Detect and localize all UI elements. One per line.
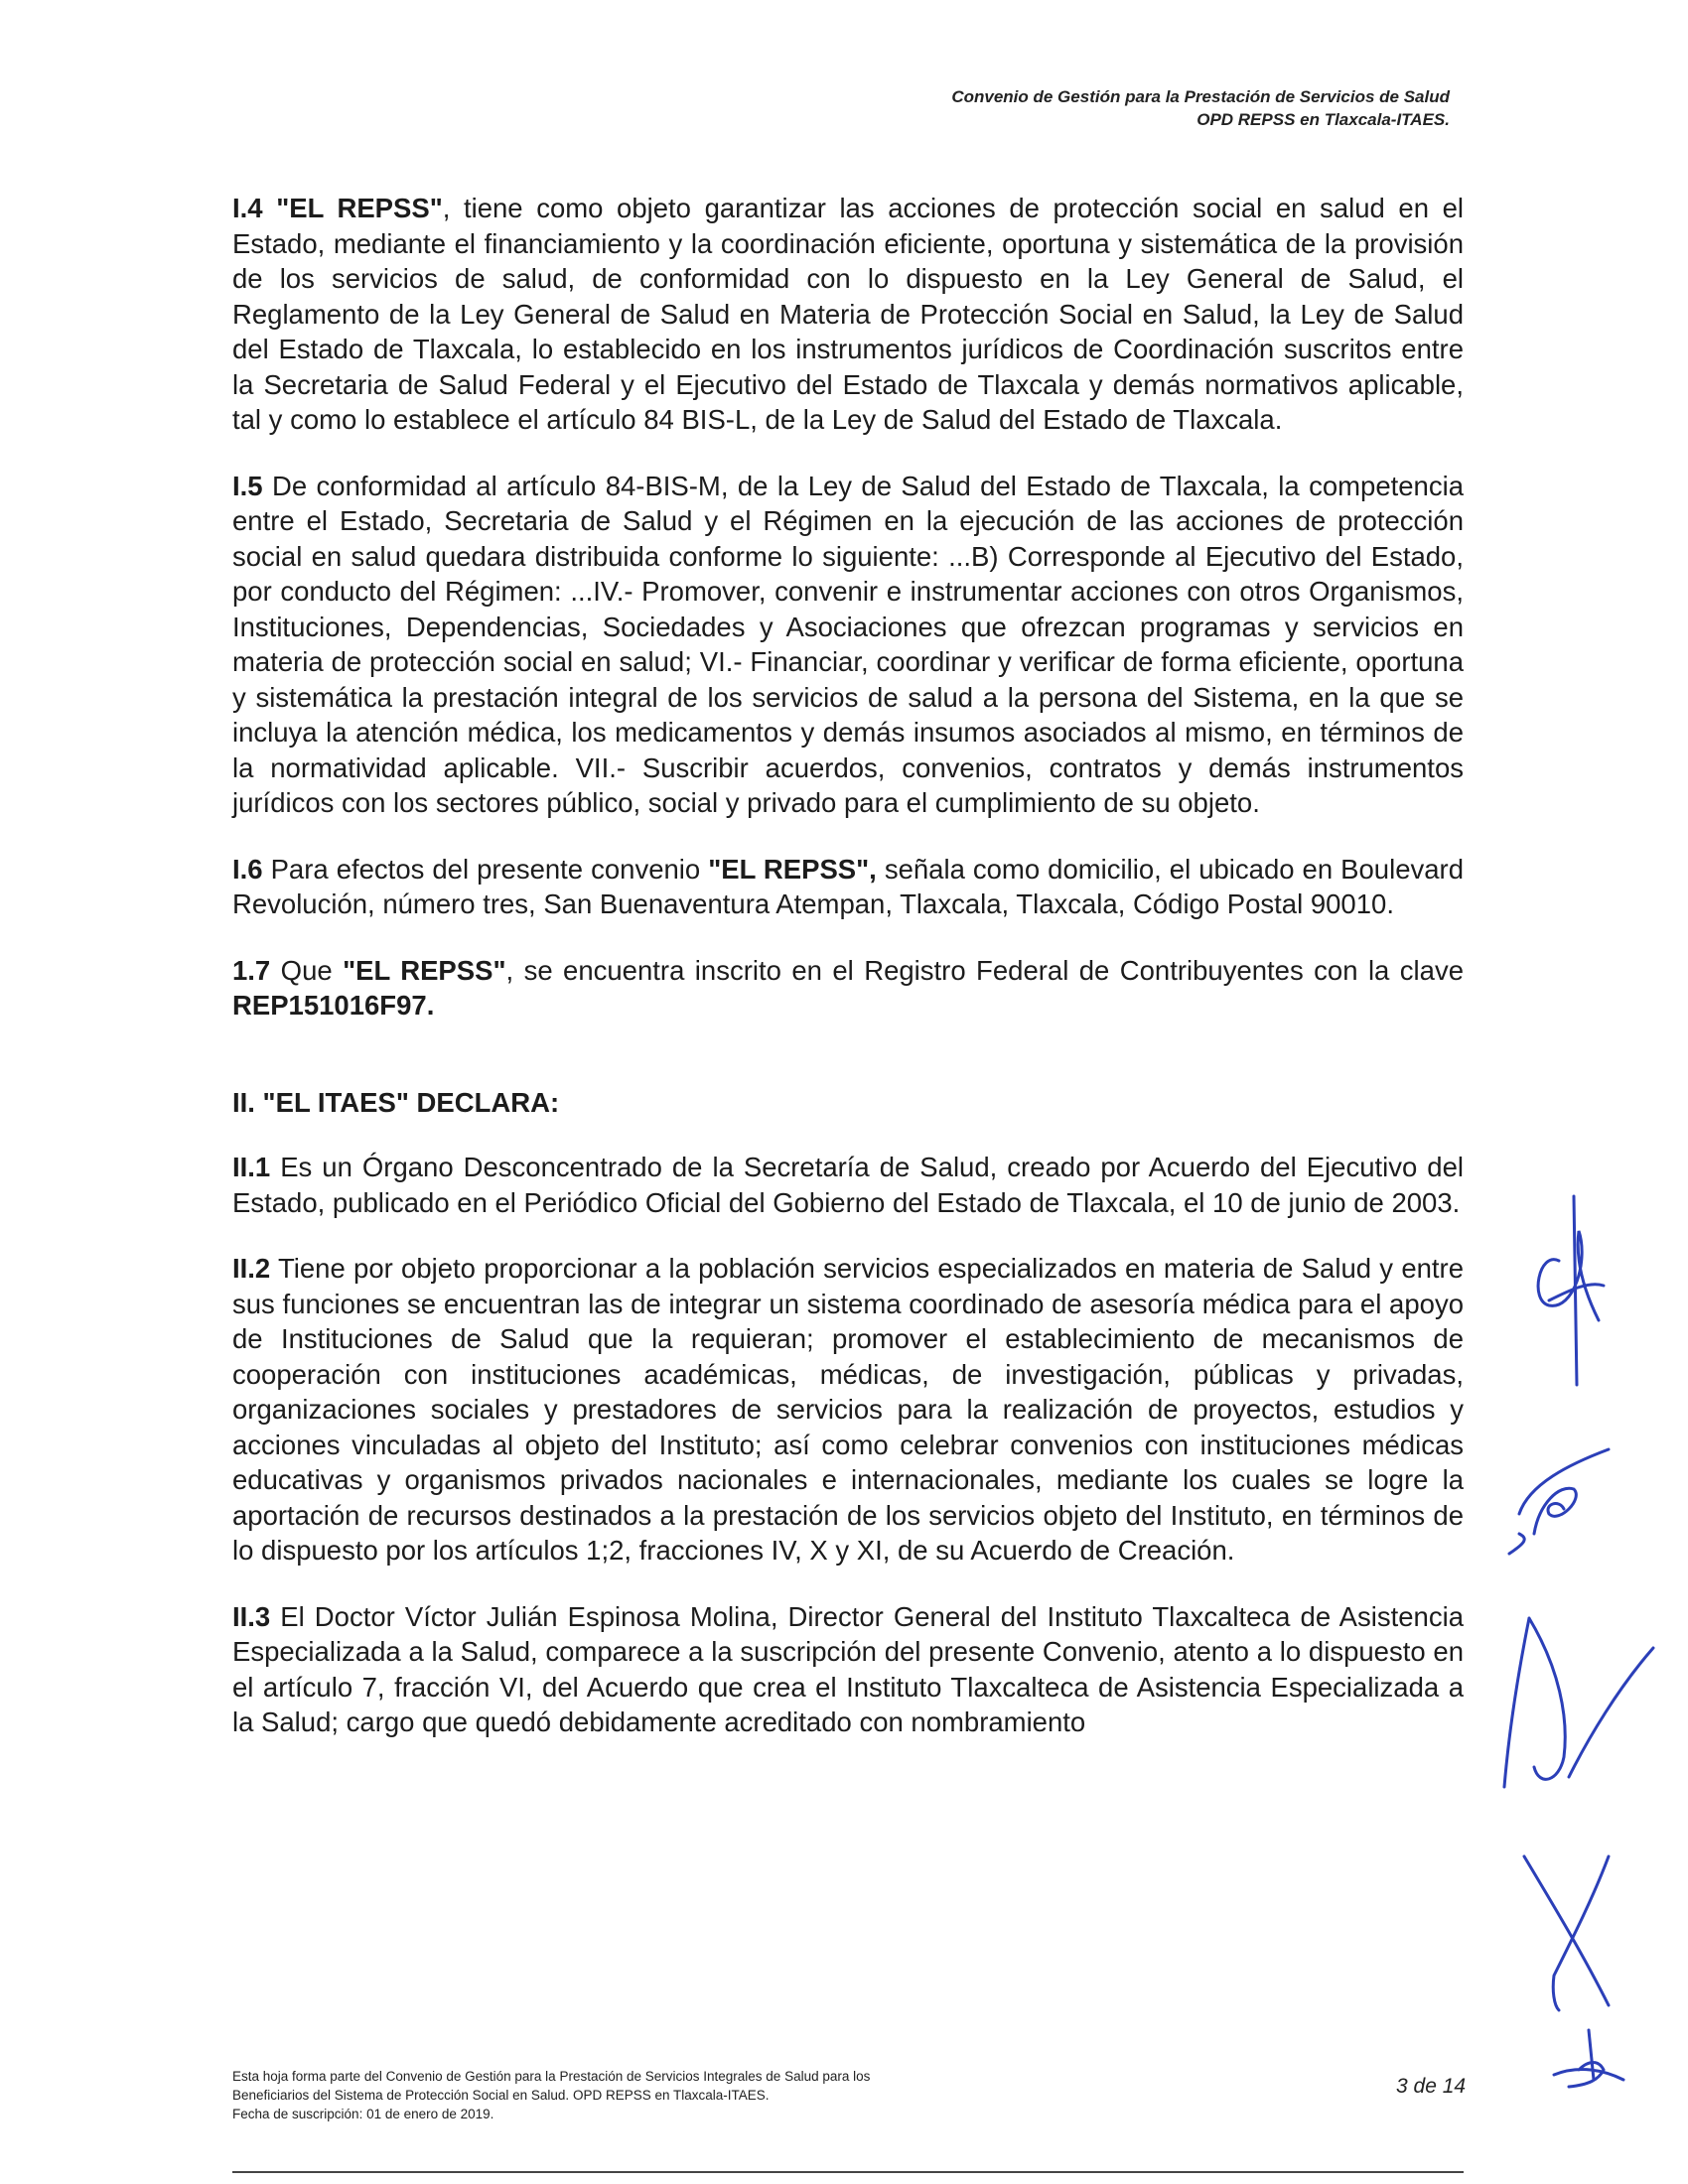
clause-text: De conformidad al artículo 84-BIS-M, de la Ley de Salud del Estado de Tlaxcala, la competencia entre el Estado, Secretaria de Salud y el Régimen en la ejecución de las acciones de protección social en salud quedara distribuida conforme lo siguiente: ...B) Corresponde al Ejecutivo del Estado, por conducto del Régimen: ...IV.- Promover, convenir e instrumentar acciones con otros Organismos, Instituciones, Dependencias, Sociedades y Asociaciones que ofrezcan programas y servicios en materia de protección social en salud; VI.- Financiar, coordinar y verificar de forma eficiente, oportuna y sistemática la prestación integral de los servicios de salud a la persona del Sistema, en la que se incluya la atención médica, los medicamentos y demás insumos asociados al mismo, en términos de la normatividad aplicable. VII.- Suscribir acuerdos, convenios, contratos y demás instrumentos jurídicos con los sectores público, social y privado para el cumplimiento de su objeto. <box>232 470 1464 818</box>
clause-text: , tiene como objeto garantizar las acciones de protección social en salud en el Estado, mediante el financiamiento y la coordinación eficiente, oportuna y sistemática de la provisión de los servicios de salud, de conformidad con lo dispuesto en la Ley General de Salud, el Reglamento de la Ley General de Salud en Materia de Protección Social en Salud, la Ley de Salud del Estado de Tlaxcala, lo establecido en los instrumentos jurídicos de Coordinación suscritos entre la Secretaria de Salud Federal y el Ejecutivo del Estado de Tlaxcala y demás normativos aplicable, tal y como lo establece el artículo 84 BIS-L, de la Ley de Salud del Estado de Tlaxcala. <box>232 193 1464 435</box>
footer-note <box>232 2067 1126 2123</box>
document-header <box>951 85 1450 131</box>
page-number: 3 de 14 <box>1396 2075 1467 2098</box>
clause-number: I.6 <box>232 853 263 885</box>
clause-number: I.4 <box>232 193 263 223</box>
footer-divider <box>232 2171 1464 2173</box>
party-name: "EL REPSS" <box>276 193 443 223</box>
initials-signature-4 <box>1514 1846 1623 2015</box>
footer-line: Esta hoja forma parte del Convenio de Gestión para la Prestación de Servicios Integrales de Salud para los <box>232 2069 871 2084</box>
clause-text: Es un Órgano Desconcentrado de la Secretaría de Salud, creado por Acuerdo del Ejecutivo del Estado, publicado en el Periódico Oficial del Gobierno del Estado de Tlaxcala, el 10 de junio de 2003. <box>232 1152 1464 1218</box>
clause-i6 <box>232 852 1464 922</box>
clause-text: señala como domicilio, el ubicado en Boulevard Revolución, número tres, San Buenaventura Atempan, Tlaxcala, Tlaxcala, Código Postal 90010. <box>232 853 1464 919</box>
clause-number: II.3 <box>232 1600 271 1632</box>
party-name: "EL REPSS" <box>343 954 506 986</box>
clause-i5 <box>232 469 1464 821</box>
clause-number: 1.7 <box>232 954 271 986</box>
document-body <box>232 191 1464 1771</box>
clause-text: Que <box>270 954 344 986</box>
section-heading <box>232 1085 1464 1121</box>
rfc-code: REP151016F97. <box>232 990 435 1021</box>
clause-ii3 <box>232 1599 1464 1740</box>
clause-number: II.2 <box>232 1253 271 1284</box>
initials-signature-5 <box>1549 2025 1628 2095</box>
clause-i7 <box>232 953 1464 1024</box>
footer-line: Beneficiarios del Sistema de Protección Social en Salud. OPD REPSS en Tlaxcala-ITAES. <box>232 2088 770 2103</box>
header-subtitle: OPD REPSS en Tlaxcala-ITAES. <box>1196 110 1450 129</box>
clause-text: El Doctor Víctor Julián Espinosa Molina, Director General del Instituto Tlaxcalteca de Asistencia Especializada a la Salud, comparece a la suscripción del presente Convenio, atento a lo dispuesto en el artículo 7, fracción VI, del Acuerdo que crea el Instituto Tlaxcalteca de Asistencia Especializada a la Salud; cargo que quedó debidamente acreditado con nombramiento <box>232 1600 1464 1737</box>
clause-text: Tiene por objeto proporcionar a la población servicios especializados en materia de Salud y entre sus funciones se encuentran las de integrar un sistema coordinado de asesoría médica para el apoyo de Instituciones de Salud que la requieran; promover el establecimiento de mecanismos de cooperación con instituciones académicas, médicas, de investigación, públicas y privadas, organizaciones sociales y prestadores de servicios para la realización de proyectos, estudios y acciones vinculadas al objeto del Instituto; así como celebrar convenios con instituciones médicas educativas y organismos privados nacionales e internacionales, mediante los cuales se logre la aportación de recursos destinados a la prestación de los servicios objeto del Instituto, en términos de lo dispuesto por los artículos 1;2, fracciones IV, X y XI, de su Acuerdo de Creación. <box>232 1253 1464 1566</box>
clause-ii1 <box>232 1150 1464 1220</box>
clause-text: , se encuentra inscrito en el Registro Federal de Contribuyentes con la clave <box>505 954 1464 986</box>
clause-i4 <box>232 191 1464 438</box>
initials-signature-3 <box>1489 1608 1658 1797</box>
initials-signature-2 <box>1499 1444 1618 1564</box>
clause-text: Para efectos del presente convenio <box>262 853 709 885</box>
party-name: "EL REPSS", <box>708 853 877 885</box>
clause-ii2 <box>232 1251 1464 1569</box>
footer-line: Fecha de suscripción: 01 de enero de 2019. <box>232 2107 494 2121</box>
initials-signature-1 <box>1519 1191 1618 1390</box>
header-title: Convenio de Gestión para la Prestación de Servicios de Salud <box>951 87 1450 106</box>
clause-number: I.5 <box>232 470 263 501</box>
section-title: II. "EL ITAES" DECLARA: <box>232 1086 560 1118</box>
clause-number: II.1 <box>232 1152 271 1182</box>
